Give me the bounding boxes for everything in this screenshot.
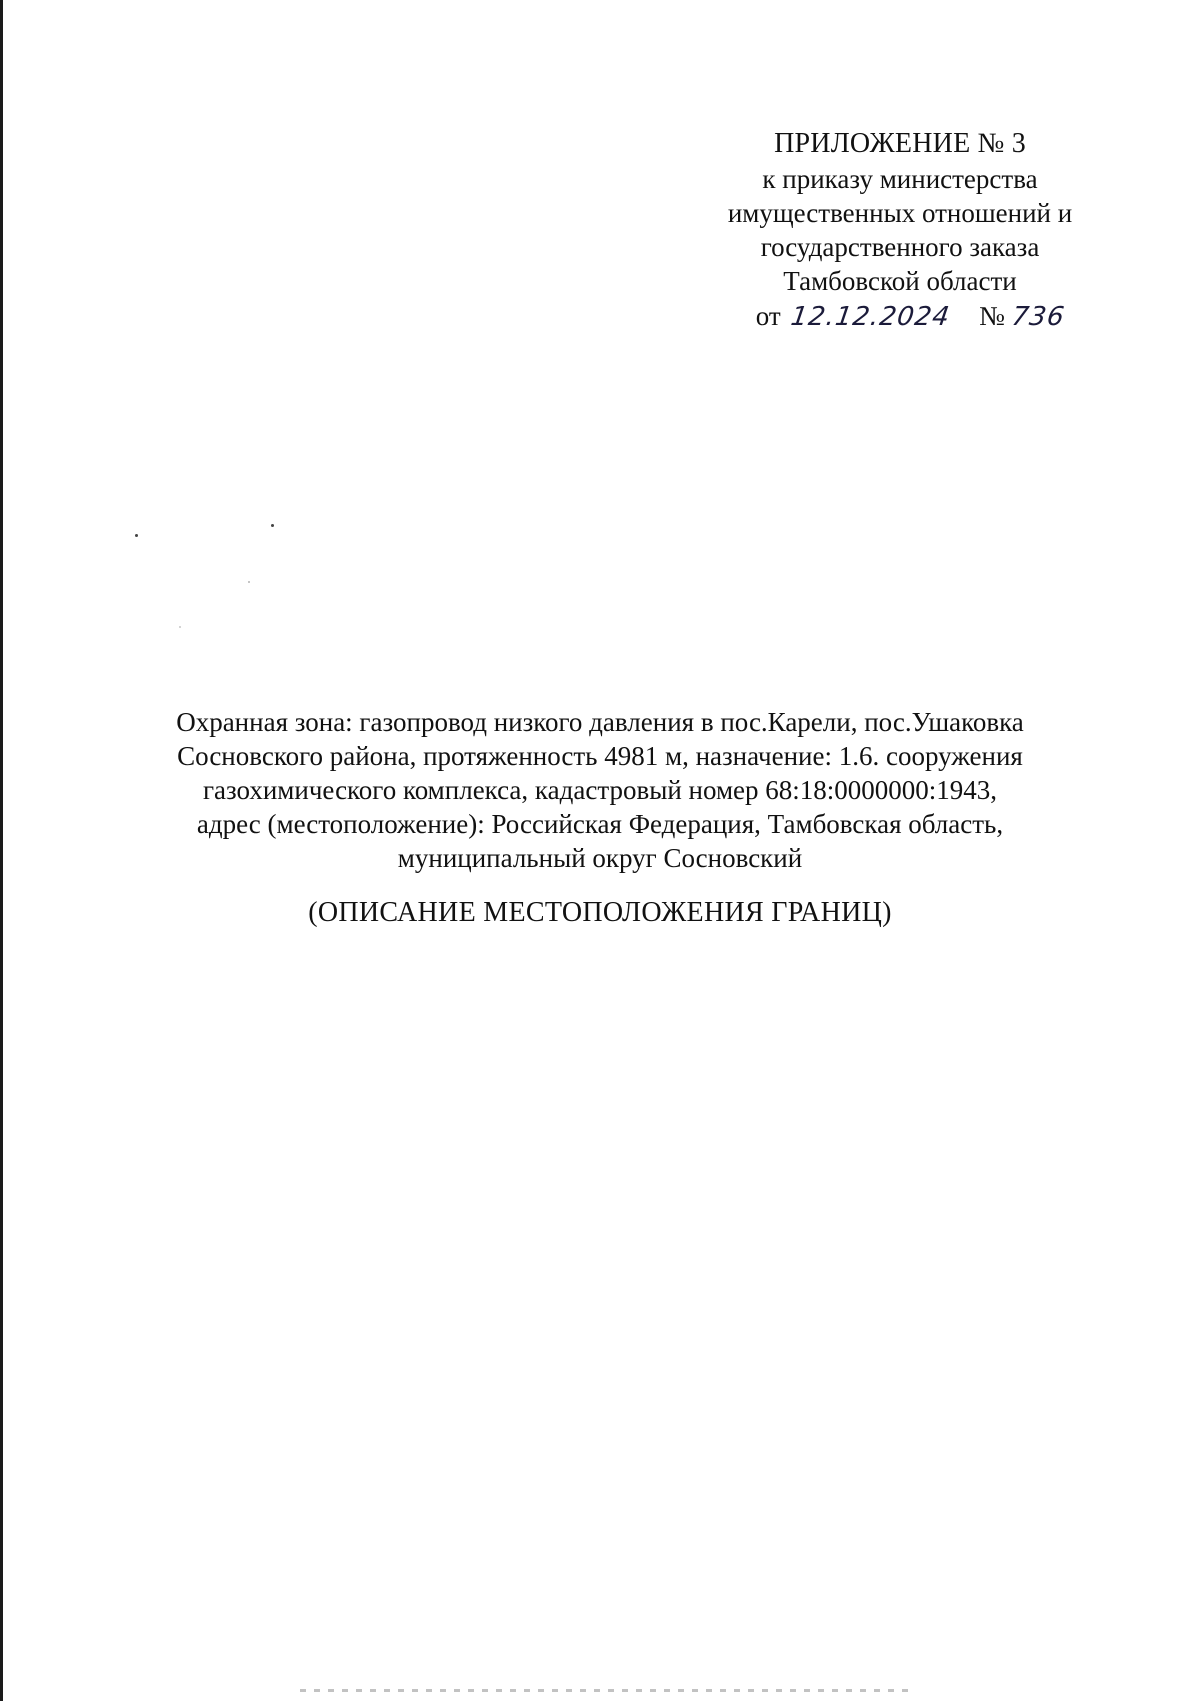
scan-left-edge	[0, 0, 3, 1701]
appendix-line-3: государственного заказа	[760, 232, 1040, 262]
scan-speck	[135, 534, 138, 537]
description-line-4: адрес (местоположение): Российская Федерация, Тамбовская область,	[196, 809, 1004, 839]
appendix-header	[700, 126, 1100, 335]
order-number-handwritten: 736	[1009, 302, 1067, 332]
appendix-line-1: к приказу министерства	[762, 164, 1038, 194]
scan-footer-artifact	[300, 1689, 910, 1692]
description-line-5: муниципальный округ Сосновский	[397, 843, 803, 873]
order-date-prefix: от	[755, 301, 781, 331]
scan-speck	[248, 581, 250, 583]
description-line-3: газохимического комплекса, кадастровый номер 68:18:0000000:1943,	[202, 775, 998, 805]
order-number-prefix: №	[979, 301, 1005, 331]
description-line-2: Сосновского района, протяженность 4981 м, назначение: 1.6. сооружения	[177, 741, 1023, 771]
protection-zone-description	[120, 705, 1080, 875]
scan-speck	[179, 626, 181, 628]
description-line-1: Охранная зона: газопровод низкого давления в пос.Карели, пос.Ушаковка	[176, 707, 1024, 737]
order-date-number-line	[700, 298, 1100, 335]
scan-speck	[271, 524, 274, 527]
appendix-line-2: имущественных отношений и	[727, 198, 1073, 228]
appendix-title: ПРИЛОЖЕНИЕ № 3	[774, 128, 1026, 159]
order-date-handwritten: 12.12.2024	[789, 302, 953, 332]
appendix-line-4: Тамбовской области	[783, 266, 1017, 296]
section-title: (ОПИСАНИЕ МЕСТОПОЛОЖЕНИЯ ГРАНИЦ)	[308, 897, 892, 928]
